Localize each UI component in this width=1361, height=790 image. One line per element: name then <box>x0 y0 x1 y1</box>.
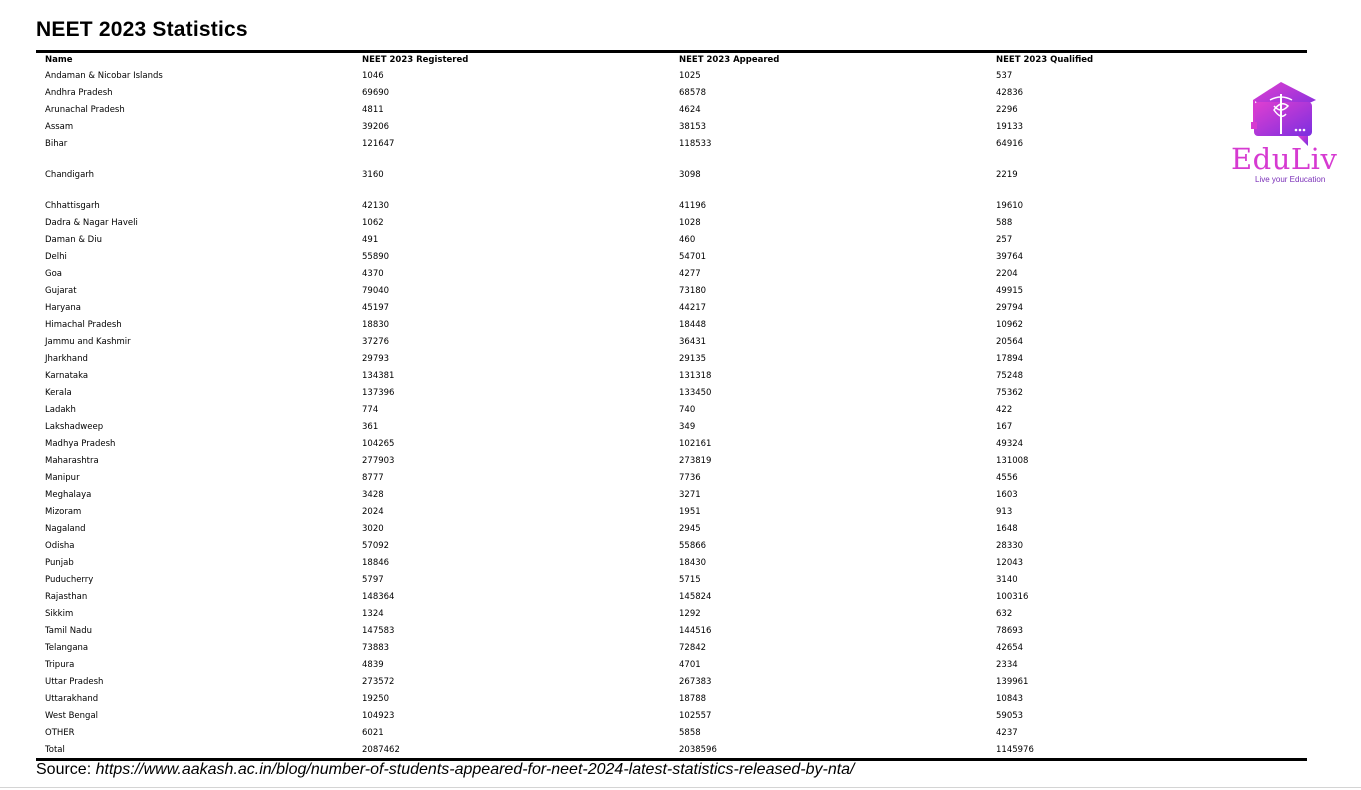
cell-qualified: 100316 <box>996 591 1029 602</box>
cell-qualified: 29794 <box>996 302 1024 313</box>
table-row <box>36 282 1307 299</box>
table-row <box>36 67 1307 84</box>
table-row <box>36 299 1307 316</box>
cell-registered: 4839 <box>362 659 384 670</box>
cell-registered: 361 <box>362 421 379 432</box>
table-header-row <box>36 53 1307 67</box>
cell-qualified: 422 <box>996 404 1013 415</box>
cell-qualified: 2334 <box>996 659 1018 670</box>
cell-qualified: 20564 <box>996 336 1024 347</box>
table-row <box>36 622 1307 639</box>
table-row <box>36 469 1307 486</box>
cell-appeared: 144516 <box>679 625 712 636</box>
cell-appeared: 73180 <box>679 285 707 296</box>
cell-qualified: 19133 <box>996 121 1024 132</box>
cell-registered: 277903 <box>362 455 395 466</box>
cell-qualified: 4237 <box>996 727 1018 738</box>
cell-appeared: 44217 <box>679 302 707 313</box>
cell-appeared: 740 <box>679 404 696 415</box>
cell-registered: 37276 <box>362 336 390 347</box>
cell-name: OTHER <box>45 727 75 738</box>
table-row <box>36 265 1307 282</box>
cell-qualified: 257 <box>996 234 1013 245</box>
cell-registered: 1062 <box>362 217 384 228</box>
table-row <box>36 656 1307 673</box>
cell-qualified: 2296 <box>996 104 1018 115</box>
cell-registered: 55890 <box>362 251 390 262</box>
cell-name: Karnataka <box>45 370 89 381</box>
cell-name: Andhra Pradesh <box>45 87 113 98</box>
cell-appeared: 349 <box>679 421 696 432</box>
cell-name: Andaman & Nicobar Islands <box>45 70 163 81</box>
cell-qualified: 12043 <box>996 557 1024 568</box>
cell-appeared: 1025 <box>679 70 701 81</box>
table-row <box>36 690 1307 707</box>
cell-qualified: 1145976 <box>996 744 1034 755</box>
cell-name: Rajasthan <box>45 591 88 602</box>
cell-appeared: 54701 <box>679 251 707 262</box>
page-bottom-divider <box>0 787 1361 788</box>
table-row <box>36 605 1307 622</box>
cell-appeared: 18788 <box>679 693 707 704</box>
cell-name: Manipur <box>45 472 80 483</box>
cell-registered: 4811 <box>362 104 384 115</box>
cell-registered: 1046 <box>362 70 384 81</box>
table-row <box>36 367 1307 384</box>
cell-qualified: 3140 <box>996 574 1018 585</box>
cell-name: Chandigarh <box>45 169 95 180</box>
cell-qualified: 537 <box>996 70 1013 81</box>
cell-registered: 18846 <box>362 557 390 568</box>
cell-qualified: 4556 <box>996 472 1018 483</box>
cell-qualified: 10843 <box>996 693 1024 704</box>
cell-appeared: 145824 <box>679 591 712 602</box>
header-qualified: NEET 2023 Qualified <box>996 55 1094 65</box>
table-row <box>36 724 1307 741</box>
table-row <box>36 435 1307 452</box>
cell-qualified: 64916 <box>996 138 1024 149</box>
cell-appeared: 460 <box>679 234 696 245</box>
table-row <box>36 418 1307 435</box>
cell-name: Punjab <box>45 557 74 568</box>
cell-appeared: 38153 <box>679 121 707 132</box>
cell-appeared: 118533 <box>679 138 712 149</box>
cell-qualified: 78693 <box>996 625 1024 636</box>
cell-name: Chhattisgarh <box>45 200 100 211</box>
cell-qualified: 75362 <box>996 387 1024 398</box>
source-label: Source: <box>36 761 92 778</box>
cell-appeared: 4701 <box>679 659 701 670</box>
cell-registered: 5797 <box>362 574 384 585</box>
cell-name: Tripura <box>45 659 75 670</box>
table-row <box>36 401 1307 418</box>
cell-appeared: 18448 <box>679 319 707 330</box>
cell-name: Mizoram <box>45 506 82 517</box>
table-row <box>36 248 1307 265</box>
cell-qualified: 2204 <box>996 268 1018 279</box>
cell-name: Arunachal Pradesh <box>45 104 125 115</box>
cell-qualified: 1648 <box>996 523 1018 534</box>
cell-registered: 3160 <box>362 169 384 180</box>
cell-registered: 42130 <box>362 200 390 211</box>
cell-appeared: 5858 <box>679 727 701 738</box>
cell-name: Jammu and Kashmir <box>45 336 131 347</box>
cell-appeared: 3098 <box>679 169 701 180</box>
cell-name: Odisha <box>45 540 75 551</box>
cell-name: Sikkim <box>45 608 74 619</box>
cell-registered: 19250 <box>362 693 390 704</box>
cell-qualified: 588 <box>996 217 1013 228</box>
table-row <box>36 554 1307 571</box>
table-row <box>36 588 1307 605</box>
cell-qualified: 49915 <box>996 285 1024 296</box>
cell-name: Daman & Diu <box>45 234 102 245</box>
table-row <box>36 486 1307 503</box>
table-row <box>36 639 1307 656</box>
source-citation <box>36 761 855 779</box>
cell-registered: 491 <box>362 234 379 245</box>
table-row <box>36 350 1307 367</box>
cell-registered: 79040 <box>362 285 390 296</box>
cell-registered: 104265 <box>362 438 395 449</box>
cell-appeared: 68578 <box>679 87 707 98</box>
cell-appeared: 72842 <box>679 642 707 653</box>
cell-name: Delhi <box>45 251 67 262</box>
table-row <box>36 333 1307 350</box>
cell-appeared: 273819 <box>679 455 712 466</box>
cell-qualified: 42836 <box>996 87 1024 98</box>
cell-appeared: 267383 <box>679 676 712 687</box>
table-row <box>36 118 1307 135</box>
cell-registered: 39206 <box>362 121 390 132</box>
cell-registered: 134381 <box>362 370 395 381</box>
cell-name: Puducherry <box>45 574 94 585</box>
table-row <box>36 214 1307 231</box>
cell-registered: 2024 <box>362 506 384 517</box>
cell-name: Bihar <box>45 138 68 149</box>
cell-registered: 69690 <box>362 87 390 98</box>
header-registered: NEET 2023 Registered <box>362 55 469 65</box>
cell-qualified: 139961 <box>996 676 1029 687</box>
logo-wordmark: EduLiv <box>1231 142 1338 176</box>
cell-appeared: 1951 <box>679 506 701 517</box>
cell-qualified: 2219 <box>996 169 1018 180</box>
cell-registered: 148364 <box>362 591 395 602</box>
cell-appeared: 5715 <box>679 574 701 585</box>
cell-appeared: 1292 <box>679 608 701 619</box>
cell-appeared: 55866 <box>679 540 707 551</box>
cell-qualified: 42654 <box>996 642 1024 653</box>
table-row <box>36 537 1307 554</box>
cell-registered: 57092 <box>362 540 390 551</box>
table-row <box>36 231 1307 248</box>
cell-appeared: 102557 <box>679 710 712 721</box>
cell-name: Meghalaya <box>45 489 92 500</box>
page-title: NEET 2023 Statistics <box>36 18 248 41</box>
cell-registered: 273572 <box>362 676 395 687</box>
cell-name: Himachal Pradesh <box>45 319 122 330</box>
table-row <box>36 84 1307 101</box>
table-row <box>36 673 1307 690</box>
table-row <box>36 571 1307 588</box>
table-row <box>36 135 1307 152</box>
table-row <box>36 741 1307 758</box>
cell-qualified: 167 <box>996 421 1013 432</box>
cell-registered: 8777 <box>362 472 384 483</box>
cell-name: Jharkhand <box>45 353 88 364</box>
cell-appeared: 133450 <box>679 387 712 398</box>
cell-appeared: 2945 <box>679 523 701 534</box>
table-row <box>36 707 1307 724</box>
cell-qualified: 131008 <box>996 455 1029 466</box>
cell-registered: 73883 <box>362 642 390 653</box>
cell-registered: 3428 <box>362 489 384 500</box>
cell-name: Madhya Pradesh <box>45 438 116 449</box>
cell-name: West Bengal <box>45 710 99 721</box>
cell-registered: 121647 <box>362 138 395 149</box>
cell-name: Gujarat <box>45 285 77 296</box>
cell-appeared: 102161 <box>679 438 712 449</box>
cell-qualified: 28330 <box>996 540 1024 551</box>
cell-registered: 2087462 <box>362 744 400 755</box>
cell-name: Lakshadweep <box>45 421 104 432</box>
cell-appeared: 18430 <box>679 557 707 568</box>
table-row <box>36 384 1307 401</box>
cell-registered: 3020 <box>362 523 384 534</box>
cell-appeared: 131318 <box>679 370 712 381</box>
cell-qualified: 10962 <box>996 319 1024 330</box>
cell-registered: 4370 <box>362 268 384 279</box>
cell-name: Maharashtra <box>45 455 99 466</box>
cell-name: Total <box>45 744 65 755</box>
cell-appeared: 36431 <box>679 336 707 347</box>
cell-registered: 774 <box>362 404 379 415</box>
cell-name: Haryana <box>45 302 81 313</box>
cell-qualified: 19610 <box>996 200 1024 211</box>
table-row <box>36 101 1307 118</box>
logo-tagline: Live your Education <box>1255 175 1326 184</box>
cell-name: Dadra & Nagar Haveli <box>45 217 138 228</box>
cell-name: Assam <box>45 121 74 132</box>
cell-registered: 1324 <box>362 608 384 619</box>
cell-registered: 29793 <box>362 353 390 364</box>
table-row <box>36 316 1307 333</box>
cell-qualified: 39764 <box>996 251 1024 262</box>
cell-qualified: 17894 <box>996 353 1024 364</box>
cell-appeared: 29135 <box>679 353 707 364</box>
table-row <box>36 197 1307 214</box>
cell-qualified: 1603 <box>996 489 1018 500</box>
cell-name: Ladakh <box>45 404 76 415</box>
cell-name: Uttarakhand <box>45 693 99 704</box>
cell-appeared: 3271 <box>679 489 701 500</box>
header-appeared: NEET 2023 Appeared <box>679 55 780 65</box>
cell-qualified: 913 <box>996 506 1013 517</box>
cell-appeared: 4277 <box>679 268 701 279</box>
header-name: Name <box>45 55 73 65</box>
cell-registered: 45197 <box>362 302 390 313</box>
cell-appeared: 4624 <box>679 104 701 115</box>
cell-name: Uttar Pradesh <box>45 676 104 687</box>
cell-registered: 18830 <box>362 319 390 330</box>
cell-registered: 6021 <box>362 727 384 738</box>
cell-qualified: 49324 <box>996 438 1024 449</box>
table-row <box>36 452 1307 469</box>
cell-name: Nagaland <box>45 523 86 534</box>
statistics-table <box>36 50 1307 761</box>
cell-qualified: 632 <box>996 608 1013 619</box>
cell-qualified: 75248 <box>996 370 1024 381</box>
cell-registered: 147583 <box>362 625 395 636</box>
cell-name: Goa <box>45 268 62 279</box>
table-row <box>36 503 1307 520</box>
cell-registered: 104923 <box>362 710 395 721</box>
cell-appeared: 1028 <box>679 217 701 228</box>
cell-name: Kerala <box>45 387 72 398</box>
cell-appeared: 41196 <box>679 200 707 211</box>
table-row <box>36 152 1307 197</box>
cell-appeared: 2038596 <box>679 744 717 755</box>
cell-registered: 137396 <box>362 387 395 398</box>
table-row <box>36 520 1307 537</box>
cell-name: Telangana <box>45 642 89 653</box>
cell-appeared: 7736 <box>679 472 701 483</box>
cell-qualified: 59053 <box>996 710 1024 721</box>
source-url-link[interactable]: https://www.aakash.ac.in/blog/number-of-students-appeared-for-neet-2024-latest-statistics-released-by-nta/ <box>95 761 855 778</box>
cell-name: Tamil Nadu <box>45 625 93 636</box>
